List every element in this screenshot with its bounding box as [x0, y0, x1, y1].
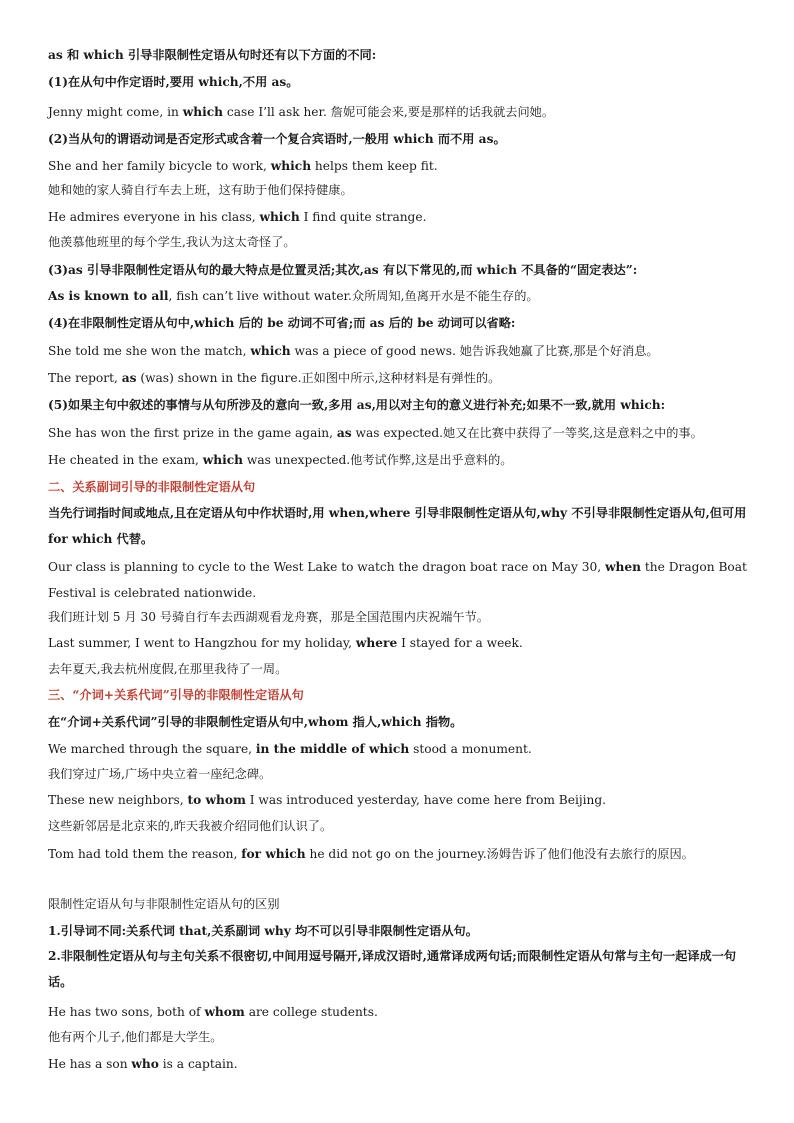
text-segment: case I’ll ask her. 詹妮可能会来,要是那样的话我就去问她。	[223, 105, 555, 119]
text-segment: She has won the first prize in the game again,	[48, 426, 337, 440]
doc-line-20	[48, 608, 754, 626]
doc-line-27	[48, 791, 754, 809]
text-segment: I find quite strange.	[299, 210, 427, 224]
doc-line-31	[48, 922, 754, 940]
text-segment: He cheated in the exam,	[48, 453, 203, 467]
text-segment: Jenny might come, in	[48, 105, 183, 119]
section-heading-2	[48, 478, 754, 496]
text-segment: She told me she won the match,	[48, 344, 251, 358]
text-segment: to whom	[187, 793, 246, 807]
doc-paragraph-rule-2	[48, 500, 754, 552]
text-segment: is a captain.	[158, 1057, 238, 1071]
subsection-title	[48, 895, 754, 913]
doc-line-10	[48, 287, 754, 305]
text-segment: Last summer, I went to Hangzhou for my holiday,	[48, 636, 356, 650]
doc-line-11	[48, 314, 754, 332]
doc-line-6	[48, 181, 754, 199]
text-segment: who	[131, 1057, 159, 1071]
text-segment: as	[336, 426, 352, 440]
text-segment: as	[121, 371, 137, 385]
text-segment: the Dragon Boat Festival is celebrated nationwide.	[48, 560, 747, 600]
text-segment: He admires everyone in his class,	[48, 210, 260, 224]
doc-line-14	[48, 396, 754, 414]
text-segment: he did not go on the journey.汤姆告诉了他们他没有去旅行的原因。	[305, 847, 694, 861]
text-segment: 她和她的家人骑自行车去上班，这有助于他们保持健康。	[48, 183, 353, 197]
text-segment: Tom had told them the reason,	[48, 847, 242, 861]
doc-line-26	[48, 765, 754, 783]
text-segment: The report,	[48, 371, 122, 385]
text-segment: (4)在非限制性定语从句中,which 后的 be 动词不可省;而 as 后的 be 动词可以省略:	[48, 316, 516, 330]
text-segment: 我们班计划 5 月 30 号骑自行车去西湖观看龙舟赛，那是全国范围内庆祝端午节。	[48, 610, 489, 624]
text-segment: We marched through the square,	[48, 742, 256, 756]
doc-paragraph-example-1	[48, 554, 754, 606]
doc-line-3	[48, 103, 754, 121]
text-segment: 我们穿过广场,广场中央立着一座纪念碑。	[48, 767, 272, 781]
text-segment: was expected.她又在比赛中获得了一等奖,这是意料之中的事。	[351, 426, 703, 440]
text-segment: are college students.	[244, 1005, 378, 1019]
text-segment: when	[605, 560, 642, 574]
text-segment: for which	[241, 847, 306, 861]
text-segment: 二、关系副词引导的非限制性定语从句	[48, 480, 256, 494]
text-segment: 三、“介词+关系代词”引导的非限制性定语从句	[48, 688, 304, 702]
text-segment: (3)as 引导非限制性定语从句的最大特点是位置灵活;其次,as 有以下常见的,而 which 不具备的“固定表达”:	[48, 263, 638, 277]
text-segment: which	[182, 105, 224, 119]
text-segment: As is known to all	[48, 289, 169, 303]
doc-line-24	[48, 713, 754, 731]
text-segment: He has two sons, both of	[48, 1005, 205, 1019]
doc-line-1	[48, 46, 754, 64]
doc-line-5	[48, 157, 754, 175]
text-segment: (5)如果主句中叙述的事情与从句所涉及的意向一致,多用 as,用以对主句的意义进行补充;如果不一致,就用 which:	[48, 398, 666, 412]
doc-line-7	[48, 208, 754, 226]
text-segment: I stayed for a week.	[397, 636, 523, 650]
text-segment: in the middle of which	[255, 742, 410, 756]
text-segment: which	[202, 453, 244, 467]
doc-line-8	[48, 233, 754, 251]
text-segment: She and her family bicycle to work,	[48, 159, 271, 173]
doc-line-16	[48, 451, 754, 469]
text-segment: whom	[204, 1005, 245, 1019]
text-segment: (2)当从句的谓语动词是否定形式或含着一个复合宾语时,一般用 which 而不用 as。	[48, 132, 506, 146]
doc-line-22	[48, 660, 754, 678]
text-segment: 在“介词+关系代词”引导的非限制性定语从句中,whom 指人,which 指物。	[48, 715, 463, 729]
doc-line-15	[48, 424, 754, 442]
text-segment: helps them keep fit.	[311, 159, 438, 173]
doc-line-9	[48, 261, 754, 279]
text-segment: which	[270, 159, 312, 173]
text-segment: 他羡慕他班里的每个学生,我认为这太奇怪了。	[48, 235, 296, 249]
doc-line-13	[48, 369, 754, 387]
doc-line-25	[48, 740, 754, 758]
text-segment: (was) shown in the figure.正如图中所示,这种材料是有弹性的。	[136, 371, 501, 385]
text-segment: 2.非限制性定语从句与主句关系不很密切,中间用逗号隔开,译成汉语时,通常译成两句话;而限制性定语从句常与主句一起译成一句话。	[48, 949, 737, 989]
text-segment: 当先行词指时间或地点,且在定语从句中作状语时,用 when,where 引导非限制性定语从句,why 不引导非限制性定语从句,但可用 for which 代替。	[48, 506, 747, 546]
text-segment: which	[250, 344, 291, 358]
text-segment: 限制性定语从句与非限制性定语从句的区别	[48, 897, 280, 911]
text-segment: was unexpected.他考试作弊,这是出乎意料的。	[243, 453, 513, 467]
doc-line-2	[48, 73, 754, 91]
doc-line-34	[48, 1028, 754, 1046]
text-segment: I was introduced yesterday, have come here from Beijing.	[245, 793, 607, 807]
text-segment: as 和 which 引导非限制性定语从句时还有以下方面的不同:	[48, 48, 377, 62]
doc-line-29	[48, 845, 754, 863]
text-segment: 去年夏天,我去杭州度假,在那里我待了一周。	[48, 662, 288, 676]
text-segment: was a piece of good news. 她告诉我她赢了比赛,那是个好消息。	[290, 344, 659, 358]
text-segment: stood a monument.	[409, 742, 532, 756]
text-segment: where	[355, 636, 398, 650]
doc-paragraph-rule-diff-2	[48, 943, 754, 995]
text-segment: 这些新邻居是北京来的,昨天我被介绍同他们认识了。	[48, 819, 333, 833]
text-segment: (1)在从句中作定语时,要用 which,不用 as。	[48, 75, 299, 89]
doc-line-33	[48, 1003, 754, 1021]
text-segment: He has a son	[48, 1057, 132, 1071]
text-segment: 他有两个儿子,他们都是大学生。	[48, 1030, 223, 1044]
text-segment: which	[259, 210, 300, 224]
doc-line-28	[48, 817, 754, 835]
doc-line-4	[48, 130, 754, 148]
doc-line-21	[48, 634, 754, 652]
doc-line-12	[48, 342, 754, 360]
doc-line-35	[48, 1055, 754, 1073]
text-segment: 1.引导词不同:关系代词 that,关系副词 why 均不可以引导非限制性定语从句。	[48, 924, 478, 938]
text-segment: , fish can’t live without water.众所周知,鱼离开水是不能生存的。	[168, 289, 539, 303]
section-heading-3	[48, 686, 754, 704]
text-segment: These new neighbors,	[48, 793, 188, 807]
text-segment: Our class is planning to cycle to the West Lake to watch the dragon boat race on May 30,	[48, 560, 606, 574]
